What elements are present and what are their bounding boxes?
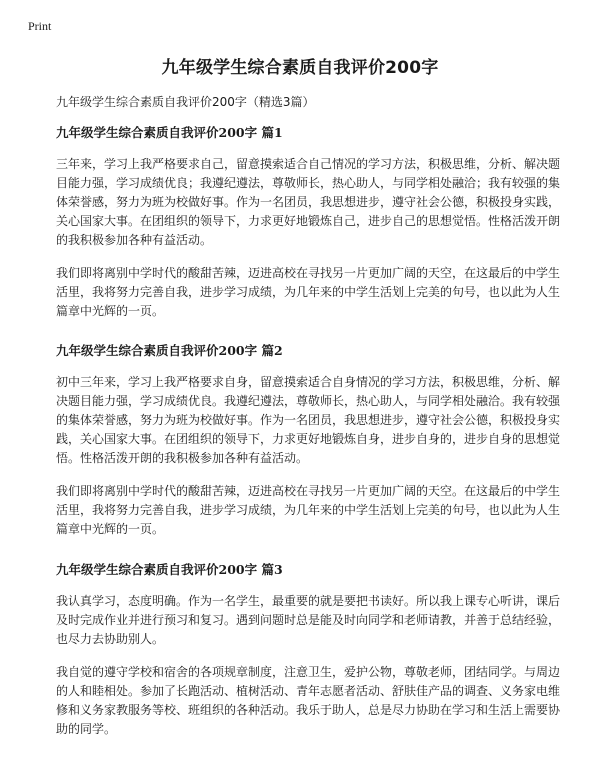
essay-section-3 bbox=[56, 561, 560, 739]
section-heading: 九年级学生综合素质自我评价200字 篇2 bbox=[56, 343, 283, 358]
essay-section-2 bbox=[56, 342, 560, 539]
section-paragraph: 三年来，学习上我严格要求自己，留意摸索适合自己情况的学习方法，积极思维，分析、解决题目能力强，学习成绩优良；我遵纪遵法，尊敬师长，热心助人，与同学相处融洽；我有较强的集体荣誉感，努力为班为校做好事。作为一名团员，我思想进步，遵守社会公德，积极投身实践，关心国家大事。在团组织的领导下，力求更好地锻炼自己，进步自己的思想觉悟。性格活泼开朗的我积极参加各种有益活动。 bbox=[56, 157, 561, 247]
page-subtitle: 九年级学生综合素质自我评价200字（精选3篇） bbox=[56, 95, 315, 109]
section-heading: 九年级学生综合素质自我评价200字 篇1 bbox=[56, 125, 283, 140]
essay-section-1 bbox=[56, 124, 560, 321]
section-paragraph: 我认真学习，态度明确。作为一名学生，最重要的就是要把书读好。所以我上课专心听讲，课后及时完成作业并进行预习和复习。遇到问题时总是能及时向同学和老师请教，并善于总结经验，也尽力去协助别人。 bbox=[56, 594, 561, 646]
page-title: 九年级学生综合素质自我评价200字 bbox=[161, 58, 439, 78]
section-paragraph: 我们即将离别中学时代的酸甜苦辣，迈进高校在寻找另一片更加广阔的天空，在这最后的中学生活里，我将努力完善自我，进步学习成绩，为几年来的中学生活划上完美的句号，也以此为人生篇章中光辉的一页。 bbox=[56, 266, 561, 318]
section-paragraph: 我们即将离别中学时代的酸甜苦辣，迈进高校在寻找另一片更加广阔的天空。在这最后的中学生活里，我将努力完善自我，进步学习成绩，为几年来的中学生活划上完美的句号，也以此为人生篇章中光辉的一页。 bbox=[56, 484, 561, 536]
section-paragraph: 我自觉的遵守学校和宿舍的各项规章制度，注意卫生，爱护公物，尊敬老师，团结同学。与周边的人和睦相处。参加了长跑活动、植树活动、青年志愿者活动、舒肤佳产品的调查、义务家电维修和义务家教服务等校、班组织的各种活动。我乐于助人，总是尽力协助在学习和生活上需要协助的同学。 bbox=[56, 665, 561, 736]
print-link[interactable]: Print bbox=[28, 19, 52, 33]
section-paragraph: 初中三年来，学习上我严格要求自身，留意摸索适合自身情况的学习方法，积极思维，分析、解决题目能力强，学习成绩优良。我遵纪遵法，尊敬师长，热心助人，与同学相处融洽。我有较强的集体荣誉感，努力为班为校做好事。作为一名团员，我思想进步，遵守社会公德，积极投身实践，关心国家大事。在团组织的领导下，力求更好地锻炼自身，进步自身的，进步自身的思想觉悟。性格活泼开朗的我积极参加各种有益活动。 bbox=[56, 375, 561, 465]
section-heading: 九年级学生综合素质自我评价200字 篇3 bbox=[56, 562, 283, 577]
